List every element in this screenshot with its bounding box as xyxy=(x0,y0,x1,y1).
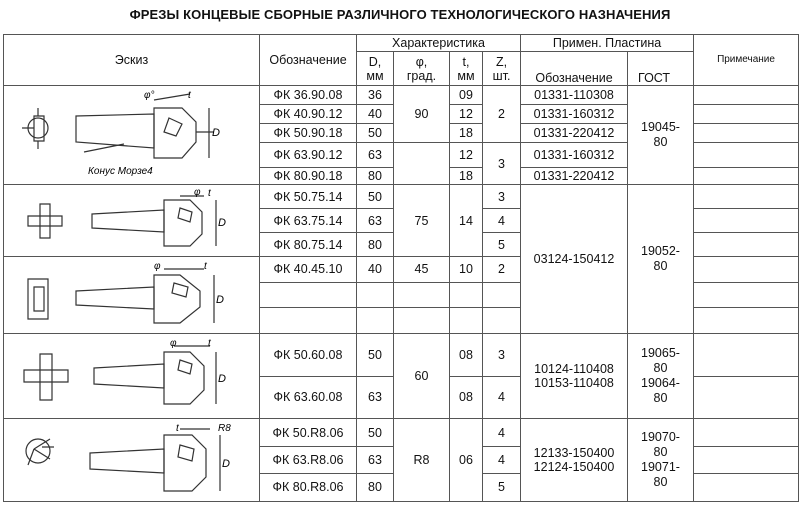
d-cell: 50 xyxy=(357,124,394,143)
note-cell xyxy=(694,376,799,419)
cutter-sketch-45-icon xyxy=(4,257,260,333)
note-cell xyxy=(694,143,799,168)
note-cell xyxy=(694,308,799,334)
svg-text:t: t xyxy=(208,338,211,349)
phi-cell: R8 xyxy=(394,419,450,502)
designation-cell: ФК 50.75.14 xyxy=(260,185,357,209)
note-cell xyxy=(694,233,799,257)
svg-text:D: D xyxy=(222,458,230,470)
designation-cell: ФК 63.75.14 xyxy=(260,209,357,233)
z-cell: 4 xyxy=(483,376,521,419)
d-cell xyxy=(357,282,394,308)
phi-cell: 90 xyxy=(394,86,450,143)
note-cell xyxy=(694,473,799,501)
z-cell: 4 xyxy=(483,209,521,233)
z-cell: 4 xyxy=(483,419,521,447)
gost-cell: 19070- 80 19071- 80 xyxy=(628,419,694,502)
t-cell: 08 xyxy=(450,376,483,419)
svg-text:φ°: φ° xyxy=(144,90,155,101)
note-cell xyxy=(694,168,799,185)
phi-cell: 75 xyxy=(394,185,450,257)
note-cell xyxy=(694,282,799,308)
d-cell: 36 xyxy=(357,86,394,105)
t-cell: 18 xyxy=(450,168,483,185)
header-plate-designation: Обозначение xyxy=(521,52,628,86)
t-cell: 09 xyxy=(450,86,483,105)
t-cell: 18 xyxy=(450,124,483,143)
cutter-sketch-75-icon xyxy=(4,186,260,256)
svg-text:D: D xyxy=(216,294,224,306)
z-cell: 2 xyxy=(483,86,521,143)
note-cell xyxy=(694,334,799,377)
svg-text:D: D xyxy=(218,216,226,229)
plate-cell: 10124-110408 10153-110408 xyxy=(521,334,628,419)
sketch-cell-3 xyxy=(4,257,260,334)
header-sketch: Эскиз xyxy=(4,35,260,86)
z-cell: 5 xyxy=(483,473,521,501)
note-cell xyxy=(694,124,799,143)
header-gost: ГОСТ xyxy=(628,52,694,86)
plate-cell: 03124-150412 xyxy=(521,185,628,334)
note-cell xyxy=(694,86,799,105)
designation-cell: ФК 80.75.14 xyxy=(260,233,357,257)
svg-text:t: t xyxy=(204,261,207,272)
header-t: t, мм xyxy=(450,52,483,86)
z-cell xyxy=(483,308,521,334)
designation-cell xyxy=(260,308,357,334)
t-cell: 12 xyxy=(450,105,483,124)
plate-cell: 01331-160312 xyxy=(521,105,628,124)
gost-cell: 19052- 80 xyxy=(628,185,694,334)
header-designation: Обозначение xyxy=(260,35,357,86)
note-cell xyxy=(694,105,799,124)
z-cell: 5 xyxy=(483,233,521,257)
svg-text:t: t xyxy=(176,423,179,434)
svg-text:φ: φ xyxy=(194,186,201,198)
header-characteristics: Характеристика xyxy=(357,35,521,52)
plate-cell: 01331-110308 xyxy=(521,86,628,105)
d-cell: 63 xyxy=(357,209,394,233)
t-cell xyxy=(450,282,483,308)
designation-cell: ФК 50.60.08 xyxy=(260,334,357,377)
designation-cell: ФК 50.90.18 xyxy=(260,124,357,143)
svg-text:D: D xyxy=(218,373,226,385)
phi-cell xyxy=(394,308,450,334)
svg-text:φ: φ xyxy=(170,338,177,349)
t-cell: 08 xyxy=(450,334,483,377)
note-cell xyxy=(694,257,799,283)
designation-cell xyxy=(260,282,357,308)
phi-cell xyxy=(394,282,450,308)
designation-cell: ФК 36.90.08 xyxy=(260,86,357,105)
t-cell: 10 xyxy=(450,257,483,283)
z-cell: 3 xyxy=(483,334,521,377)
plate-cell: 01331-160312 xyxy=(521,143,628,168)
designation-cell: ФК 50.R8.06 xyxy=(260,419,357,447)
d-cell: 40 xyxy=(357,105,394,124)
plate-cell: 01331-220412 xyxy=(521,168,628,185)
t-cell: 14 xyxy=(450,185,483,257)
d-cell xyxy=(357,308,394,334)
cutter-sketch-90-icon xyxy=(4,86,260,184)
designation-cell: ФК 80.90.18 xyxy=(260,168,357,185)
note-cell xyxy=(694,209,799,233)
z-cell: 3 xyxy=(483,143,521,185)
designation-cell: ФК 63.60.08 xyxy=(260,376,357,419)
designation-cell: ФК 63.R8.06 xyxy=(260,447,357,474)
svg-text:Конус Морзе4: Конус Морзе4 xyxy=(88,166,153,177)
d-cell: 50 xyxy=(357,334,394,377)
sketch-cell-2 xyxy=(4,185,260,257)
d-cell: 40 xyxy=(357,257,394,283)
designation-cell: ФК 63.90.12 xyxy=(260,143,357,168)
d-cell: 63 xyxy=(357,376,394,419)
d-cell: 50 xyxy=(357,419,394,447)
sketch-cell-5 xyxy=(4,419,260,502)
z-cell: 2 xyxy=(483,257,521,283)
svg-text:φ: φ xyxy=(154,261,161,272)
phi-cell xyxy=(394,143,450,185)
gost-cell: 19065- 80 19064- 80 xyxy=(628,334,694,419)
z-cell: 4 xyxy=(483,447,521,474)
svg-text:D: D xyxy=(212,127,220,139)
d-cell: 80 xyxy=(357,233,394,257)
svg-text:t: t xyxy=(208,187,211,199)
note-cell xyxy=(694,419,799,447)
gost-cell: 19045- 80 xyxy=(628,86,694,185)
header-phi: φ, град. xyxy=(394,52,450,86)
header-plate: Примен. Пластина xyxy=(521,35,694,52)
note-cell xyxy=(694,447,799,474)
sketch-cell-1 xyxy=(4,86,260,185)
cutters-table xyxy=(3,34,799,502)
sketch-cell-4 xyxy=(4,334,260,419)
header-note: Примечание xyxy=(694,35,799,86)
d-cell: 50 xyxy=(357,185,394,209)
t-cell: 06 xyxy=(450,419,483,502)
cutter-sketch-60-icon xyxy=(4,334,260,418)
d-cell: 63 xyxy=(357,143,394,168)
designation-cell: ФК 40.45.10 xyxy=(260,257,357,283)
cutter-sketch-r8-icon xyxy=(4,419,260,501)
plate-cell: 01331-220412 xyxy=(521,124,628,143)
header-z: Z, шт. xyxy=(483,52,521,86)
z-cell xyxy=(483,282,521,308)
plate-cell: 12133-150400 12124-150400 xyxy=(521,419,628,502)
z-cell: 3 xyxy=(483,185,521,209)
header-d: D, мм xyxy=(357,52,394,86)
phi-cell: 45 xyxy=(394,257,450,283)
d-cell: 80 xyxy=(357,473,394,501)
designation-cell: ФК 40.90.12 xyxy=(260,105,357,124)
d-cell: 80 xyxy=(357,168,394,185)
page-title: ФРЕЗЫ КОНЦЕВЫЕ СБОРНЫЕ РАЗЛИЧНОГО ТЕХНОЛОГИЧЕСКОГО НАЗНАЧЕНИЯ xyxy=(129,7,671,22)
designation-cell: ФК 80.R8.06 xyxy=(260,473,357,501)
svg-text:R8: R8 xyxy=(218,423,231,434)
d-cell: 63 xyxy=(357,447,394,474)
note-cell xyxy=(694,185,799,209)
t-cell xyxy=(450,308,483,334)
t-cell: 12 xyxy=(450,143,483,168)
svg-text:t: t xyxy=(188,90,191,101)
phi-cell: 60 xyxy=(394,334,450,419)
